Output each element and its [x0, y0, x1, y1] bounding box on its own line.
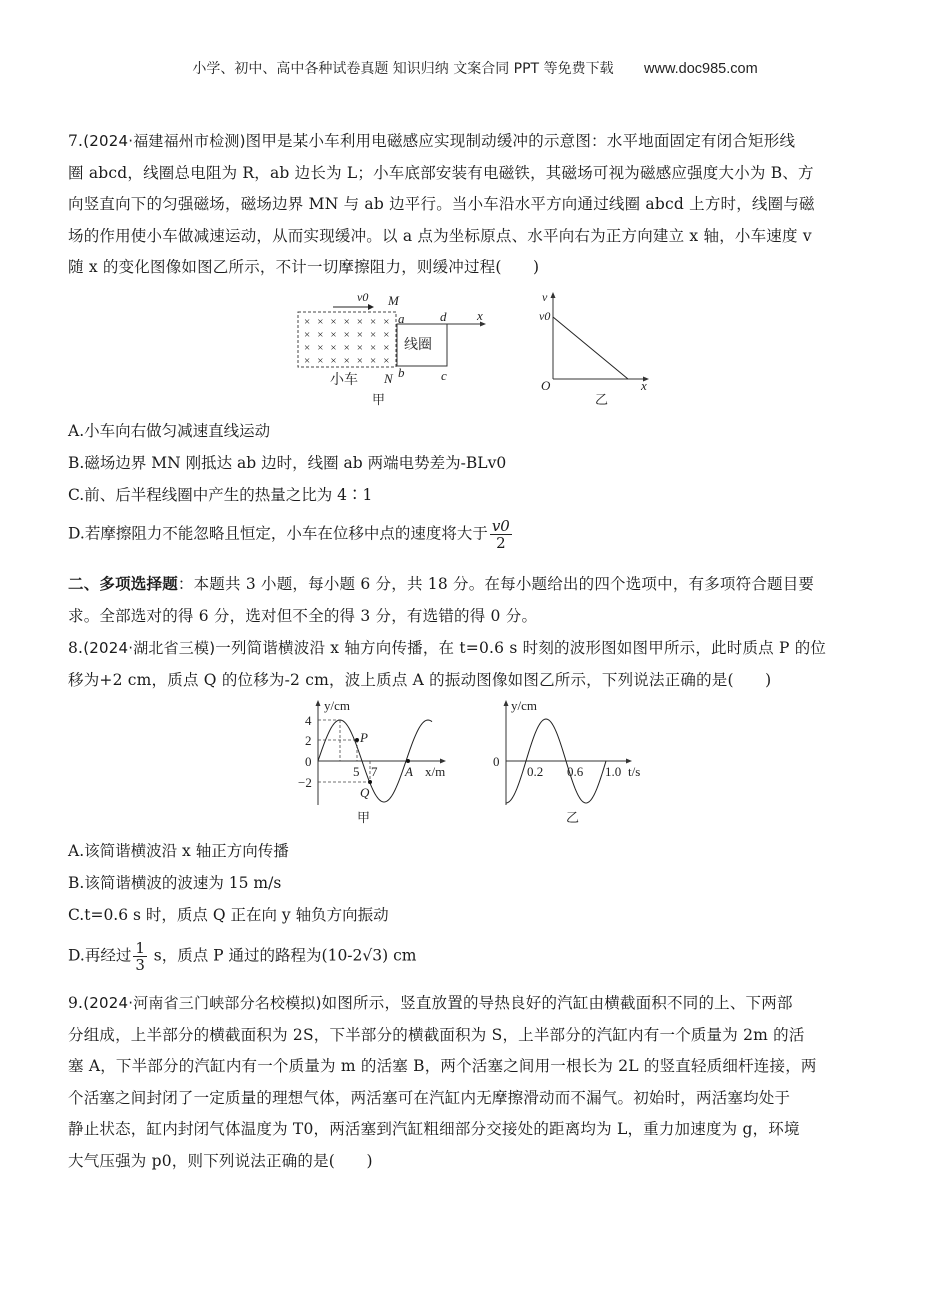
q8-option-a[interactable] — [68, 840, 289, 862]
field-cross: × — [317, 342, 324, 354]
label-b: b — [398, 365, 405, 380]
stem-line: 大气压强为 p0，则下列说法正确的是( ) — [68, 1151, 373, 1170]
field-cross: × — [330, 342, 337, 354]
figure-caption: 乙 — [566, 811, 580, 826]
label-v: v — [542, 290, 548, 304]
label-v0: v0 — [539, 309, 551, 323]
q8-option-c[interactable] — [68, 904, 389, 926]
stem-line: 个活塞之间封闭了一定质量的理想气体，两活塞可在汽缸内无摩擦滑动而不漏气。初始时，两活塞均处于 — [68, 1088, 791, 1107]
header-url[interactable]: www.doc985.com — [644, 61, 758, 77]
stem-line: 静止状态，缸内封闭气体温度为 T0，两活塞到汽缸粗细部分交接处的距离均为 L，重力加速度为 g，环境 — [68, 1120, 800, 1138]
q8-option-d[interactable] — [68, 940, 417, 973]
arrow-head — [368, 304, 374, 310]
xtick-0.6: 0.6 — [567, 764, 584, 779]
q7-figure-jia — [290, 285, 500, 410]
label-c: c — [441, 368, 447, 383]
fraction-denominator: 3 — [135, 956, 145, 974]
section-desc: ：本题共 3 小题，每小题 6 分，共 18 分。在每小题给出的四个选项中，有多项符合题目要 — [177, 575, 815, 593]
xtick-7: 7 — [371, 764, 378, 779]
xtick-1.0: 1.0 — [605, 764, 622, 779]
fraction-numerator: v0 — [491, 517, 510, 535]
y-axis-label: y/cm — [511, 698, 537, 713]
label-x: x — [641, 378, 647, 393]
question-number: 8. — [68, 639, 84, 657]
field-cross: × — [370, 355, 377, 367]
fraction-denominator: 2 — [496, 534, 506, 552]
stem-text: 如图所示，竖直放置的导热良好的汽缸由横截面积不同的上、下两部 — [321, 994, 793, 1012]
question-source: (2024·河南省三门峡部分名校模拟) — [83, 994, 322, 1012]
option-text: 该简谐横波的波速为 15 m/s — [84, 874, 282, 892]
q7-option-d[interactable] — [68, 518, 514, 551]
field-cross: × — [370, 329, 377, 341]
stem-line: 向竖直向下的匀强磁场，磁场边界 MN 与 ab 边平行。当小车沿水平方向通过线圈 abcd 上方时，线圈与磁 — [68, 195, 815, 213]
option-text: 若摩擦阻力不能忽略且恒定，小车在位移中点的速度将大于 — [84, 524, 488, 543]
label-v0: v0 — [357, 290, 369, 304]
car-label: 小车 — [330, 372, 358, 388]
field-cross: × — [356, 355, 364, 367]
option-text: s，质点 P 通过的路程为(10-2√3) cm — [148, 946, 417, 965]
option-letter: C. — [68, 906, 85, 924]
option-letter: B. — [68, 874, 85, 892]
option-letter: B. — [68, 454, 85, 472]
option-text: 再经过 — [84, 946, 132, 965]
label-a: a — [398, 311, 405, 326]
fraction — [490, 518, 512, 551]
q8-figure-yi — [480, 695, 660, 830]
stem-line — [68, 988, 888, 1020]
option-text: 磁场边界 MN 刚抵达 ab 边时，线圈 ab 两端电势差为-BLv0 — [84, 454, 507, 472]
page-header — [0, 58, 950, 78]
header-slogan: 小学、初中、高中各种试卷真题 知识归纳 文案合同 PPT 等免费下载 — [192, 61, 614, 77]
section-2-intro — [68, 569, 888, 632]
field-cross: × — [370, 316, 377, 328]
field-cross: × — [343, 342, 350, 354]
field-cross: × — [383, 355, 390, 367]
stem-line: 塞 A，下半部分的汽缸内有一个质量为 m 的活塞 B，两个活塞之间用一根长为 2L 的竖直轻质细杆连接，两 — [68, 1057, 817, 1075]
question-9-stem — [68, 988, 888, 1177]
y-axis-label: y/cm — [324, 698, 350, 713]
label-M: M — [388, 293, 399, 308]
question-8-stem — [68, 633, 888, 696]
field-cross: × — [304, 355, 311, 367]
section-line: 求。全部选对的得 6 分，选对但不全的得 3 分，有选错的得 0 分。 — [68, 606, 538, 625]
stem-line: 场的作用使小车做减速运动，从而实现缓冲。以 a 点为坐标原点、水平向右为正方向建立 x 轴，小车速度 v — [68, 226, 812, 245]
field-cross: × — [317, 316, 324, 328]
field-cross: × — [383, 342, 390, 354]
field-cross: × — [356, 329, 364, 341]
field-cross: × — [330, 316, 337, 328]
option-letter: D. — [68, 946, 85, 965]
field-cross: × — [304, 316, 311, 328]
field-cross: × — [343, 316, 350, 328]
label-x: x — [477, 308, 483, 323]
x-axis-label: x/m — [425, 764, 446, 779]
question-source: (2024·福建福州市检测) — [83, 132, 246, 150]
stem-line — [68, 126, 888, 158]
option-text: 前、后半程线圈中产生的热量之比为 4∶1 — [84, 486, 373, 504]
field-cross: × — [370, 342, 377, 354]
point-Q — [368, 780, 372, 784]
ytick-2: 2 — [305, 733, 312, 748]
fraction — [133, 940, 147, 973]
stem-text: 一列简谐横波沿 x 轴方向传播，在 t=0.6 s 时刻的波形图如图甲所示，此时质点 P 的位 — [215, 639, 827, 657]
section-title: 二、多项选择题 — [68, 575, 178, 593]
option-letter: C. — [68, 486, 85, 504]
stem-line: 移为+2 cm，质点 Q 的位移为-2 cm，波上质点 A 的振动图像如图乙所示，下列说法正确的是( ) — [68, 670, 772, 689]
xtick-5: 5 — [353, 764, 360, 779]
ytick-4: 4 — [305, 713, 312, 728]
label-d: d — [440, 309, 447, 324]
q7-option-a[interactable] — [68, 420, 270, 442]
ytick-0: 0 — [305, 754, 312, 769]
stem-line — [68, 633, 888, 665]
question-number: 7. — [68, 132, 84, 150]
option-text: 该简谐横波沿 x 轴正方向传播 — [84, 842, 289, 860]
field-cross: × — [330, 355, 337, 367]
field-cross: × — [356, 316, 364, 328]
label-P: P — [360, 730, 368, 745]
figure-caption: 乙 — [595, 393, 609, 408]
figure-caption: 甲 — [357, 811, 371, 826]
y-axis-arrow — [316, 700, 321, 706]
label-origin: O — [541, 378, 551, 393]
q7-option-b[interactable] — [68, 452, 506, 474]
ytick-neg2: −2 — [298, 775, 312, 790]
v-x-line — [553, 317, 628, 379]
option-letter: D. — [68, 524, 85, 543]
label-Q: Q — [360, 785, 370, 800]
question-7-stem — [68, 126, 888, 284]
q8-figure-jia — [290, 695, 470, 830]
ytick-0: 0 — [493, 754, 500, 769]
field-cross: × — [343, 355, 350, 367]
magnetic-field-crosses — [304, 316, 389, 367]
field-cross: × — [330, 329, 337, 341]
v-axis-arrow — [551, 292, 556, 298]
label-A: A — [405, 764, 413, 779]
t-axis-arrow — [626, 759, 632, 764]
field-cross: × — [304, 329, 311, 341]
point-P — [355, 738, 359, 742]
option-letter: A. — [68, 422, 85, 440]
question-source: (2024·湖北省三模) — [83, 639, 216, 657]
q8-option-b[interactable] — [68, 872, 281, 894]
field-cross: × — [383, 329, 390, 341]
stem-line: 圈 abcd，线圈总电阻为 R，ab 边长为 L；小车底部安装有电磁铁，其磁场可视为磁感应强度大小为 B、方 — [68, 163, 814, 182]
q7-option-c[interactable] — [68, 484, 372, 506]
figure-caption: 甲 — [372, 393, 386, 408]
question-number: 9. — [68, 994, 84, 1012]
stem-line: 分组成，上半部分的横截面积为 2S，下半部分的横截面积为 S，上半部分的汽缸内有一个质量为 2m 的活 — [68, 1025, 805, 1044]
xtick-0.2: 0.2 — [527, 764, 544, 779]
stem-text: 图甲是某小车利用电磁感应实现制动缓冲的示意图：水平地面固定有闭合矩形线 — [245, 132, 796, 150]
field-cross: × — [317, 329, 324, 341]
section-line — [68, 569, 888, 601]
fraction-numerator: 1 — [135, 939, 145, 957]
option-text: 小车向右做匀减速直线运动 — [84, 422, 271, 440]
field-cross: × — [356, 342, 364, 354]
coil-label: 线圈 — [404, 337, 432, 353]
option-letter: A. — [68, 842, 85, 860]
field-cross: × — [317, 355, 324, 367]
field-cross: × — [383, 316, 390, 328]
y-axis-arrow — [504, 700, 509, 706]
point-A — [406, 759, 410, 763]
x-axis-arrow — [440, 759, 446, 764]
t-axis-label: t/s — [628, 764, 641, 779]
label-N: N — [384, 371, 393, 386]
stem-line: 随 x 的变化图像如图乙所示，不计一切摩擦阻力，则缓冲过程( ) — [68, 258, 540, 276]
field-cross: × — [343, 329, 350, 341]
q7-figure-yi — [530, 285, 660, 410]
option-text: t=0.6 s 时，质点 Q 正在向 y 轴负方向振动 — [84, 906, 389, 924]
field-cross: × — [304, 342, 311, 354]
